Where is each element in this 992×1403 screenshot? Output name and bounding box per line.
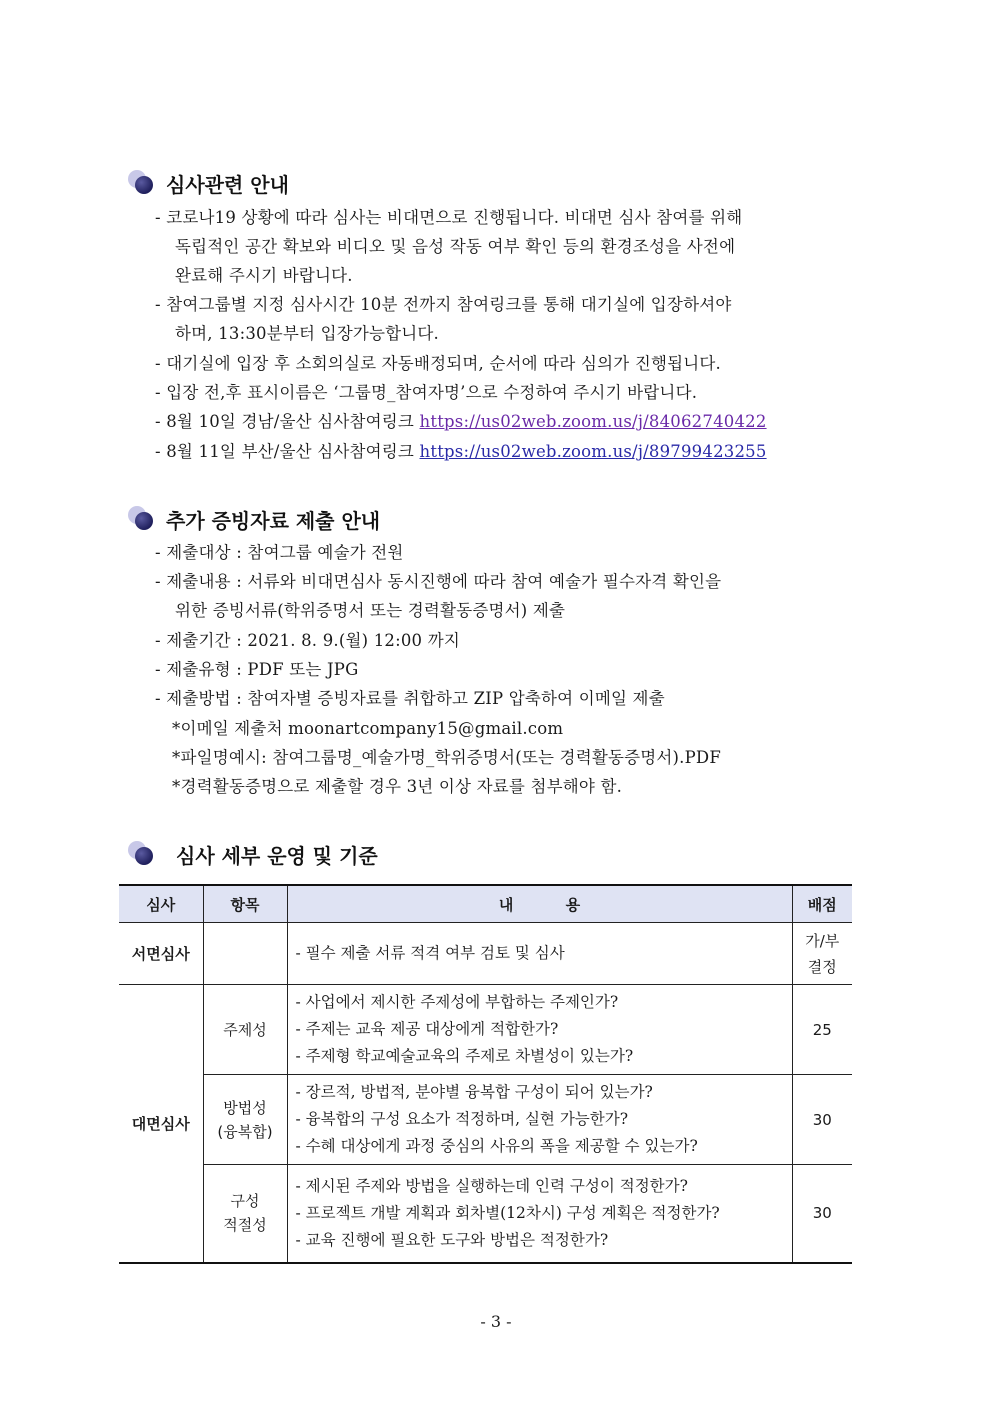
section-title-text: 추가 증빙자료 제출 안내 [166,508,381,533]
header-content: 내 용 [287,885,792,923]
score-cell: 25 [792,985,852,1075]
written-review-name: 서면심사 [119,923,203,985]
text-line: - 제출방법 : 참여자별 증빙자료를 취합하고 ZIP 압축하여 이메일 제출 [155,689,665,708]
interview-review-name: 대면심사 [119,985,203,1263]
content-line: - 주제는 교육 제공 대상에게 적합한가? [295,1020,559,1038]
text-line: 독립적인 공간 확보와 비디오 및 음성 작동 여부 확인 등의 환경조성을 사전에 [175,237,736,256]
item-line: 주제성 [223,1020,267,1039]
section-title-additional-docs [128,504,380,534]
table-row [119,1075,852,1165]
criteria-table [119,884,852,1264]
table-row-written [119,923,852,985]
table-header-row [119,885,852,923]
item-line: 적절성 [223,1216,267,1235]
text-line: *파일명예시: 참여그룹명_예술가명_학위증명서(또는 경력활동증명서).PDF [172,748,721,767]
zoom-link-aug10[interactable]: https://us02web.zoom.us/j/84062740422 [419,412,767,431]
section-title-criteria [128,839,378,869]
content-line: - 주제형 학교예술교육의 주제로 차별성이 있는가? [295,1047,634,1065]
zoom-link-aug11[interactable]: https://us02web.zoom.us/j/89799423255 [419,442,767,461]
written-review-content: - 필수 제출 서류 적격 여부 검토 및 심사 [287,923,792,985]
header-item: 항목 [203,885,287,923]
section-title-text: 심사관련 안내 [166,172,289,197]
content-line: - 제시된 주제와 방법을 실행하는데 인력 구성이 적정한가? [295,1176,688,1195]
table-row [119,985,852,1075]
section-title-text: 심사 세부 운영 및 기준 [176,843,378,868]
item-line: 구성 [230,1192,260,1211]
item-cell [203,1075,287,1165]
text-line: *이메일 제출처 moonartcompany15@gmail.com [172,719,564,738]
empty-item-cell [203,923,287,985]
section-title-review-guide [128,168,289,198]
header-review: 심사 [119,885,203,923]
content-line: - 장르적, 방법적, 분야별 융복합 구성이 되어 있는가? [295,1083,653,1101]
link-prefix: - 8월 10일 경남/울산 심사참여링크 [155,412,420,431]
text-line: - 제출대상 : 참여그룹 예술가 전원 [155,543,404,562]
header-score: 배점 [792,885,852,923]
score-cell: 30 [792,1165,852,1263]
item-line: 방법성 [223,1098,267,1117]
text-line: 완료해 주시기 바랍니다. [175,266,353,285]
link-line-aug10 [155,412,767,432]
link-line-aug11 [155,442,767,462]
text-line: - 제출내용 : 서류와 비대면심사 동시진행에 따라 참여 예술가 필수자격 확인을 [155,572,722,591]
content-line: - 수혜 대상에게 과정 중심의 사유의 폭을 제공할 수 있는가? [295,1137,698,1155]
text-line: - 코로나19 상황에 따라 심사는 비대면으로 진행됩니다. 비대면 심사 참여를 위해 [155,208,743,227]
score-cell: 30 [792,1075,852,1165]
bullet-circle-icon [128,839,158,869]
text-line: 위한 증빙서류(학위증명서 또는 경력활동증명서) 제출 [175,601,566,620]
table-row [119,1165,852,1263]
score-line: 결정 [807,957,837,976]
item-line: (융복합) [217,1122,273,1141]
content-line: - 교육 진행에 필요한 도구와 방법은 적정한가? [295,1230,609,1249]
bullet-circle-icon [128,504,158,534]
page-number: - 3 - [480,1312,512,1331]
text-line: 하며, 13:30분부터 입장가능합니다. [175,324,439,343]
content-cell [287,985,792,1075]
item-cell [203,1165,287,1263]
text-line: - 제출기간 : 2021. 8. 9.(월) 12:00 까지 [155,631,460,650]
content-cell [287,1165,792,1263]
text-line: - 참여그룹별 지정 심사시간 10분 전까지 참여링크를 통해 대기실에 입장하셔야 [155,295,732,314]
content-line: - 프로젝트 개발 계획과 회차별(12차시) 구성 계획은 적정한가? [295,1203,720,1222]
text-line: - 제출유형 : PDF 또는 JPG [155,660,359,679]
bullet-circle-icon [128,168,158,198]
written-review-score [792,923,852,985]
score-line: 가/부 [805,931,840,950]
item-cell [203,985,287,1075]
text-line: - 대기실에 입장 후 소회의실로 자동배정되며, 순서에 따라 심의가 진행됩니다. [155,354,721,373]
text-line: *경력활동증명으로 제출할 경우 3년 이상 자료를 첨부해야 함. [172,777,623,796]
content-cell [287,1075,792,1165]
content-line: - 융복합의 구성 요소가 적정하며, 실현 가능한가? [295,1110,629,1128]
link-prefix: - 8월 11일 부산/울산 심사참여링크 [155,442,420,461]
content-line: - 사업에서 제시한 주제성에 부합하는 주제인가? [295,993,619,1011]
text-line: - 입장 전,후 표시이름은 ‘그룹명_참여자명’으로 수정하여 주시기 바랍니다. [155,383,698,402]
